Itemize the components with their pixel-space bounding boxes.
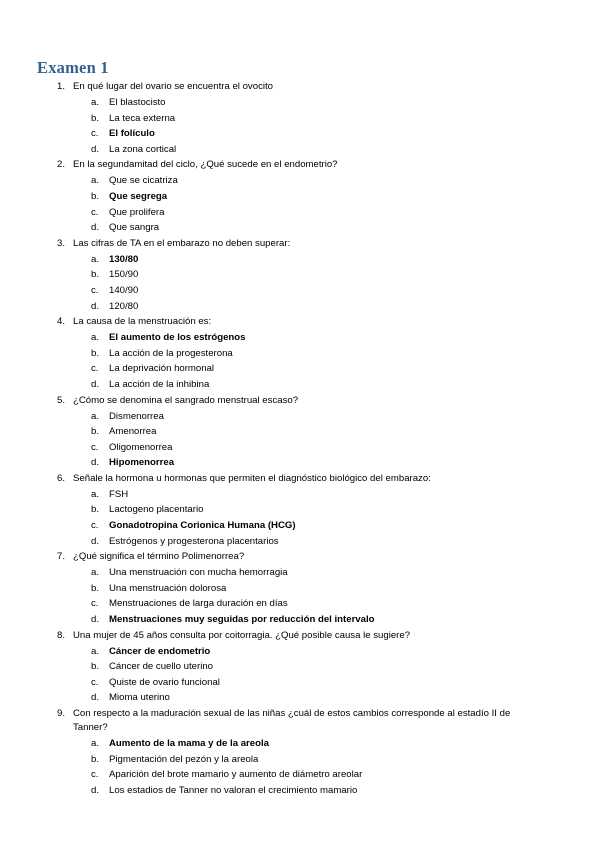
option-text: 130/80 xyxy=(109,253,139,265)
option-letter: d. xyxy=(91,143,100,155)
option-text: Menstruaciones muy seguidas por reducción del intervalo xyxy=(109,614,375,626)
option-text: El folículo xyxy=(109,128,155,140)
option-letter: a. xyxy=(91,645,100,657)
question-item xyxy=(0,393,600,471)
option-letter: a. xyxy=(91,738,100,749)
question-line xyxy=(0,236,600,252)
option-text: Una menstruación dolorosa xyxy=(109,582,227,594)
option-letter: c. xyxy=(91,769,99,781)
option-letter: c. xyxy=(91,441,99,453)
option-text: Aparición del brote mamario y aumento de diámetro areolar xyxy=(109,769,363,781)
answer-option xyxy=(0,440,600,456)
option-letter: c. xyxy=(91,520,99,532)
option-letter: a. xyxy=(91,332,100,344)
question-item xyxy=(0,157,600,235)
option-text: Que se cicatriza xyxy=(109,175,178,187)
option-text: Que segrega xyxy=(109,190,168,202)
option-text: Que prolifera xyxy=(109,206,165,218)
answer-option xyxy=(0,220,600,236)
question-text: Con respecto a la maduración sexual de las niñas ¿cuál de estos cambios corresponde al estadío II de Tanner? xyxy=(73,708,511,733)
answer-option xyxy=(0,596,600,612)
question-item xyxy=(0,706,600,798)
answer-option xyxy=(0,487,600,503)
option-text: Una menstruación con mucha hemorragia xyxy=(109,567,288,579)
option-letter: a. xyxy=(91,410,100,422)
option-text: Pigmentación del pezón y la areola xyxy=(109,753,259,765)
answer-option xyxy=(0,752,600,768)
answer-option xyxy=(0,565,600,581)
answer-option-correct xyxy=(0,736,600,752)
question-line xyxy=(0,471,600,487)
option-letter: c. xyxy=(91,284,99,296)
question-number: 4. xyxy=(56,316,65,328)
question-text: ¿Qué significa el término Polimenorrea? xyxy=(73,551,245,563)
question-number: 7. xyxy=(56,551,65,563)
question-number: 8. xyxy=(56,629,65,641)
answer-option xyxy=(0,361,600,377)
question-text: Las cifras de TA en el embarazo no deben superar: xyxy=(73,237,291,249)
answer-option xyxy=(0,534,600,550)
option-letter: c. xyxy=(91,676,99,688)
page-title: Examen 1 xyxy=(37,58,109,77)
question-list xyxy=(0,79,600,798)
option-text: Dismenorrea xyxy=(109,410,164,422)
question-item xyxy=(0,314,600,392)
option-text: FSH xyxy=(109,488,129,500)
option-letter: a. xyxy=(91,97,100,108)
option-letter: a. xyxy=(91,175,100,187)
answer-option xyxy=(0,111,600,127)
option-text: Quiste de ovario funcional xyxy=(109,676,220,688)
question-number: 2. xyxy=(56,159,65,171)
question-text: ¿Cómo se denomina el sangrado menstrual escaso? xyxy=(73,394,299,406)
answer-option xyxy=(0,95,600,111)
option-text: Los estadios de Tanner no valoran el crecimiento mamario xyxy=(109,784,358,796)
answer-option-correct xyxy=(0,126,600,142)
option-text: Oligomenorrea xyxy=(109,441,173,453)
option-letter: a. xyxy=(91,253,100,265)
answer-option xyxy=(0,142,600,158)
answer-option xyxy=(0,409,600,425)
answer-option-correct xyxy=(0,189,600,205)
option-text: Que sangra xyxy=(109,222,160,234)
answer-option xyxy=(0,205,600,221)
question-line xyxy=(0,393,600,409)
option-letter: b. xyxy=(91,753,100,765)
option-letter: b. xyxy=(91,112,100,124)
option-letter: a. xyxy=(91,567,100,579)
option-letter: d. xyxy=(91,300,100,312)
question-line xyxy=(0,314,600,330)
option-letter: c. xyxy=(91,598,99,610)
option-text: El aumento de los estrógenos xyxy=(109,332,246,344)
question-line xyxy=(0,628,600,644)
option-letter: c. xyxy=(91,128,99,140)
question-item xyxy=(0,236,600,314)
answer-option-correct xyxy=(0,518,600,534)
answer-option xyxy=(0,283,600,299)
answer-option-correct xyxy=(0,612,600,628)
option-text: La teca externa xyxy=(109,112,176,124)
option-text: 140/90 xyxy=(109,284,139,296)
question-text: Una mujer de 45 años consulta por coitorragia. ¿Qué posible causa le sugiere? xyxy=(73,629,411,641)
question-number: 1. xyxy=(56,81,65,92)
option-text: Lactogeno placentario xyxy=(109,504,204,516)
option-text: Menstruaciones de larga duración en días xyxy=(109,598,288,610)
option-letter: d. xyxy=(91,692,100,704)
option-text: Mioma uterino xyxy=(109,692,170,704)
option-text: Gonadotropina Corionica Humana (HCG) xyxy=(109,520,296,532)
option-text: 120/80 xyxy=(109,300,139,312)
answer-option xyxy=(0,767,600,783)
question-text: La causa de la menstruación es: xyxy=(73,316,212,328)
option-text: La zona cortical xyxy=(109,143,177,155)
option-text: Estrógenos y progesterona placentarios xyxy=(109,535,279,547)
question-text: Señale la hormona u hormonas que permiten el diagnóstico biológico del embarazo: xyxy=(73,472,431,484)
option-letter: b. xyxy=(91,661,100,673)
option-text: El blastocisto xyxy=(109,97,166,108)
answer-option xyxy=(0,659,600,675)
option-letter: b. xyxy=(91,426,100,438)
answer-option xyxy=(0,173,600,189)
option-text: Cáncer de cuello uterino xyxy=(109,661,213,673)
answer-option xyxy=(0,502,600,518)
option-letter: d. xyxy=(91,222,100,234)
option-letter: a. xyxy=(91,488,100,500)
option-letter: d. xyxy=(91,784,100,796)
question-line xyxy=(0,549,600,565)
question-line xyxy=(0,79,600,95)
answer-option xyxy=(0,690,600,706)
option-text: Amenorrea xyxy=(109,426,157,438)
answer-option-correct xyxy=(0,455,600,471)
option-letter: b. xyxy=(91,269,100,281)
option-text: La acción de la progesterona xyxy=(109,347,233,359)
option-letter: d. xyxy=(91,535,100,547)
question-number: 6. xyxy=(56,472,65,484)
question-item xyxy=(0,628,600,706)
question-number: 5. xyxy=(56,394,65,406)
option-letter: d. xyxy=(91,457,100,469)
question-line xyxy=(0,157,600,173)
option-letter: c. xyxy=(91,363,99,375)
question-number: 9. xyxy=(56,708,65,719)
option-letter: d. xyxy=(91,378,100,390)
answer-option-correct xyxy=(0,252,600,268)
answer-option xyxy=(0,675,600,691)
answer-option xyxy=(0,377,600,393)
question-item xyxy=(0,471,600,549)
option-letter: b. xyxy=(91,347,100,359)
option-text: Cáncer de endometrio xyxy=(109,645,211,657)
option-letter: b. xyxy=(91,190,100,202)
answer-option xyxy=(0,581,600,597)
option-text: La deprivación hormonal xyxy=(109,363,215,375)
answer-option xyxy=(0,783,600,799)
option-text: 150/90 xyxy=(109,269,139,281)
option-text: Aumento de la mama y de la areola xyxy=(109,738,269,749)
question-line xyxy=(0,706,600,736)
option-text: Hipomenorrea xyxy=(109,457,175,469)
answer-option xyxy=(0,267,600,283)
option-letter: b. xyxy=(91,582,100,594)
option-letter: b. xyxy=(91,504,100,516)
question-text: En qué lugar del ovario se encuentra el ovocito xyxy=(73,81,273,92)
answer-option xyxy=(0,424,600,440)
answer-option xyxy=(0,346,600,362)
answer-option xyxy=(0,299,600,315)
question-text: En la segundamitad del ciclo, ¿Qué sucede en el endometrio? xyxy=(73,159,338,171)
question-item xyxy=(0,549,600,627)
answer-option-correct xyxy=(0,644,600,660)
question-item xyxy=(0,79,600,157)
option-text: La acción de la inhibina xyxy=(109,378,210,390)
question-number: 3. xyxy=(56,237,65,249)
answer-option-correct xyxy=(0,330,600,346)
option-letter: d. xyxy=(91,614,100,626)
option-letter: c. xyxy=(91,206,99,218)
